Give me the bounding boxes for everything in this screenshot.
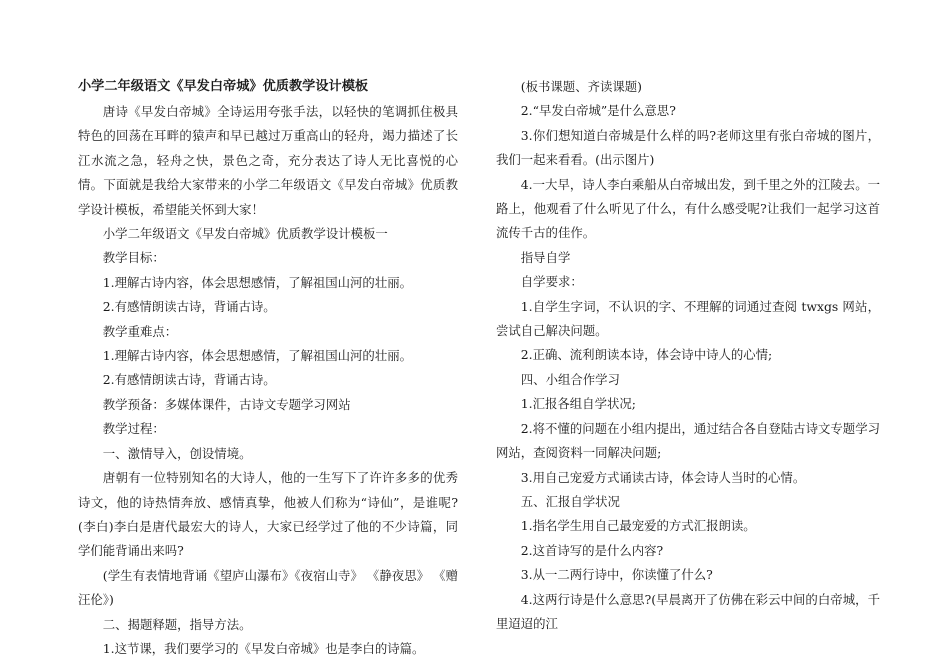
section-heading: 四、小组合作学习 bbox=[520, 371, 620, 387]
right-column bbox=[496, 75, 880, 636]
paragraph: (学生有表情地背诵《望庐山瀑布》《夜宿山寺》 《静夜思》 《赠汪伦》) bbox=[78, 567, 458, 608]
paragraph: 1.理解古诗内容，体会思想感情，了解祖国山河的壮丽。 bbox=[102, 348, 412, 364]
paragraph: 3.从一二两行诗中，你读懂了什么? bbox=[520, 567, 713, 583]
paragraph: 小学二年级语文《早发白帝城》优质教学设计模板一 bbox=[102, 226, 388, 242]
left-column bbox=[78, 74, 458, 661]
paragraph: 自学要求： bbox=[520, 274, 583, 290]
paragraph: 2.将不懂的问题在小组内提出，通过结合各自登陆古诗文专题学习网站，查阅资料一同解决问题; bbox=[496, 420, 880, 461]
section-heading: 五、汇报自学状况 bbox=[520, 493, 620, 509]
paragraph: 2.“早发白帝城”是什么意思? bbox=[520, 103, 676, 119]
paragraph: 4.这两行诗是什么意思?(早晨离开了仿佛在彩云中间的白帝城，千里迢迢的江 bbox=[496, 591, 880, 631]
paragraph: 3.你们想知道白帝城是什么样的吗?老师这里有张白帝城的图片，我们一起来看看。(出示图片) bbox=[496, 127, 880, 168]
paragraph: 3.用自己宠爱方式诵读古诗，体会诗人当时的心情。 bbox=[520, 469, 806, 485]
paragraph: 2.有感情朗读古诗，背诵古诗。 bbox=[102, 372, 276, 388]
paragraph: 1.指名学生用自己最宠爱的方式汇报朗读。 bbox=[520, 518, 756, 534]
paragraph: (板书课题、齐读课题) bbox=[520, 79, 642, 94]
page-title: 小学二年级语文《早发白帝城》优质教学设计模板 bbox=[78, 79, 369, 94]
paragraph: 教学过程： bbox=[102, 421, 165, 437]
paragraph: 2.有感情朗读古诗，背诵古诗。 bbox=[102, 299, 276, 315]
paragraph: 教学重难点： bbox=[102, 323, 178, 339]
section-heading: 一、激情导入，创设情境。 bbox=[102, 445, 252, 461]
paragraph: 唐诗《早发白帝城》全诗运用夸张手法，以轻快的笔调抓住极具特色的回荡在耳畔的猿声和早已越过万重高山的轻舟，竭力描述了长江水流之急，轻舟之快，景色之奇，充分表达了诗人无比喜悦的心情。下面就是我给大家带来的小学二年级语文《早发白帝城》优质教学设计模板，希望能关怀到大家！ bbox=[78, 104, 458, 217]
paragraph: 1.自学生字词，不认识的字、不理解的词通过查阅 twxgs 网站，尝试自己解决问题。 bbox=[496, 298, 880, 339]
section-heading: 二、揭题释题，指导方法。 bbox=[102, 616, 252, 632]
paragraph: 1.理解古诗内容，体会思想感情，了解祖国山河的壮丽。 bbox=[102, 274, 412, 290]
paragraph: 2.正确、流利朗读本诗，体会诗中诗人的心情; bbox=[520, 347, 773, 363]
paragraph: 教学预备：多媒体课件，古诗文专题学习网站 bbox=[102, 396, 351, 412]
section-heading: 指导自学 bbox=[520, 249, 571, 265]
paragraph: 4.一大早，诗人李白乘船从白帝城出发，到千里之外的江陵去。一路上，他观看了什么听见了什么，有什么感受呢?让我们一起学习这首流传千古的佳作。 bbox=[496, 176, 880, 241]
paragraph: 1.这节课，我们要学习的《早发白帝城》也是李白的诗篇。 bbox=[102, 640, 425, 656]
paragraph: 1.汇报各组自学状况; bbox=[520, 396, 636, 412]
paragraph: 2.这首诗写的是什么内容? bbox=[520, 542, 664, 558]
paragraph: 唐朝有一位特别知名的大诗人，他的一生写下了许许多多的优秀诗文，他的诗热情奔放、感情真挚，他被人们称为“诗仙”，是谁呢?(李白)李白是唐代最宏大的诗人，大家已经学过了他的不少诗篇，同学们能背诵出来吗? bbox=[78, 470, 458, 559]
paragraph: 教学目标： bbox=[102, 250, 165, 266]
